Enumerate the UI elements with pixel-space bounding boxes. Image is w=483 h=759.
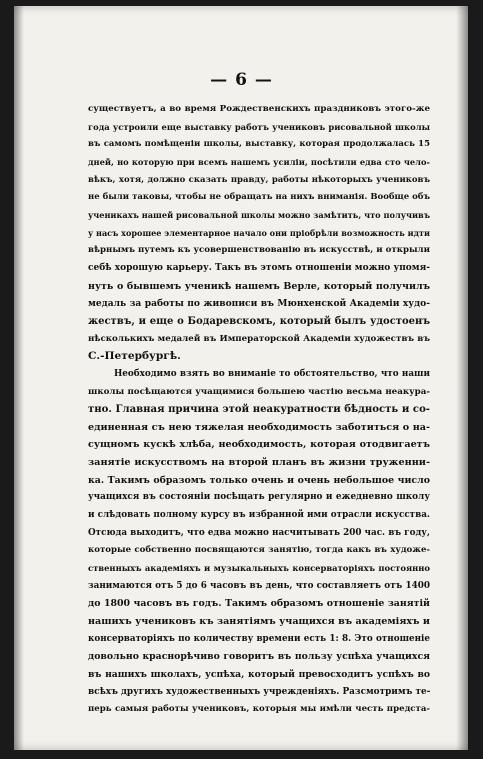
right-edge-shadow xyxy=(456,6,468,750)
text-line: довольно краснорѣчиво говоритъ въ пользу успѣха учащихся xyxy=(88,651,430,663)
paragraph-1 xyxy=(88,101,430,366)
text-line: тно. Главная причина этой неакуратности бѣдность и со- xyxy=(88,404,430,416)
text-line: до 1800 часовъ въ годъ. Такимъ образомъ отношеніе занятій xyxy=(88,598,430,610)
text-line: консерваторіяхъ по количеству времени есть 1: 8. Это отношеніе xyxy=(88,633,430,644)
text-line: перь самыя работы учениковъ, которыя мы имѣли честь предста- xyxy=(88,704,430,715)
text-line: Необходимо взять во вниманіе то обстоятельство, что наши xyxy=(114,368,430,379)
text-line: вѣрнымъ путемъ къ усовершенствованію въ искусствѣ, и открыли xyxy=(88,245,430,256)
paragraph-2 xyxy=(88,366,430,719)
body-text xyxy=(88,101,430,719)
text-line: себѣ хорошую карьеру. Такъ въ этомъ отношеніи можно упомя- xyxy=(88,262,430,273)
text-line: ка. Такимъ образомъ только очень и очень небольшое число xyxy=(88,474,430,486)
text-line: жествъ, и еще о Бодаревскомъ, который былъ удостоенъ xyxy=(88,315,430,327)
text-line: ственныхъ академіяхъ и музыкальныхъ консерваторіяхъ постоянно xyxy=(88,563,430,574)
text-line: нуть о бывшемъ ученикѣ нашемъ Верле, который получилъ xyxy=(88,280,430,292)
page-number: — 6 — xyxy=(210,70,273,90)
text-line: въ самомъ помѣщеніи школы, выставку, которая продолжалась 15 xyxy=(88,139,430,150)
text-line: дней, но которую при всемъ нашемъ усиліи, посѣтили едва сто чело- xyxy=(88,156,430,167)
text-line: медаль за работы по живописи въ Мюнхенской Академіи худо- xyxy=(88,298,430,310)
text-line: Отсюда выходитъ, что едва можно насчитывать 200 час. въ году, xyxy=(88,527,430,538)
text-line: ученикахъ нашей рисовальной школы можно замѣтить, что получивъ xyxy=(88,209,430,220)
text-line: года устроили еще выставку работъ учениковъ рисовальной школы xyxy=(88,121,430,132)
text-line: у насъ хорошее элементарное начало они пріобрѣли возможность идти xyxy=(88,227,430,238)
text-line: и слѣдовать полному курсу въ избранной ими отрасли искусства. xyxy=(88,510,430,521)
text-line: не были таковы, чтобы не обращать на нихъ вниманія. Вообще объ xyxy=(88,192,430,203)
text-line: которые собственно посвящаются занятію, тогда какъ въ художе- xyxy=(88,545,430,556)
text-line: школы посѣщаются учащимися большею частію весьма неакура- xyxy=(88,386,430,397)
text-line: нѣсколькихъ медалей въ Императорской Академіи художествъ въ xyxy=(88,333,430,344)
text-line: единенная съ нею тяжелая необходимость заботиться о на- xyxy=(88,421,430,433)
text-line: занятіе искусствомъ на второй планъ въ жизни труженни- xyxy=(88,457,430,469)
text-line: сущномъ кускѣ хлѣба, необходимость, которая отодвигаетъ xyxy=(88,439,430,451)
text-line: учащихся въ состояніи посѣщать регулярно и ежедневно школу xyxy=(88,492,430,503)
left-edge-shadow xyxy=(14,6,24,750)
text-line: существуетъ, а во время Рождественскихъ праздниковъ этого-же xyxy=(88,104,430,114)
text-line: всѣхъ другихъ художественныхъ учрежденіяхъ. Разсмотримъ те- xyxy=(88,686,430,697)
text-line: занимаются отъ 5 до 6 часовъ въ день, что составляетъ отъ 1400 xyxy=(88,580,430,591)
text-line: вѣкъ, хотя, должно сказать правду, работы нѣкоторыхъ учениковъ xyxy=(88,174,430,185)
text-line: нашихъ учениковъ къ занятіямъ учащихся въ академіяхъ и xyxy=(88,616,430,628)
text-line: С.-Петербургѣ. xyxy=(88,350,181,363)
text-line: въ нашихъ школахъ, успѣха, который превосходитъ успѣхъ во xyxy=(88,669,430,680)
